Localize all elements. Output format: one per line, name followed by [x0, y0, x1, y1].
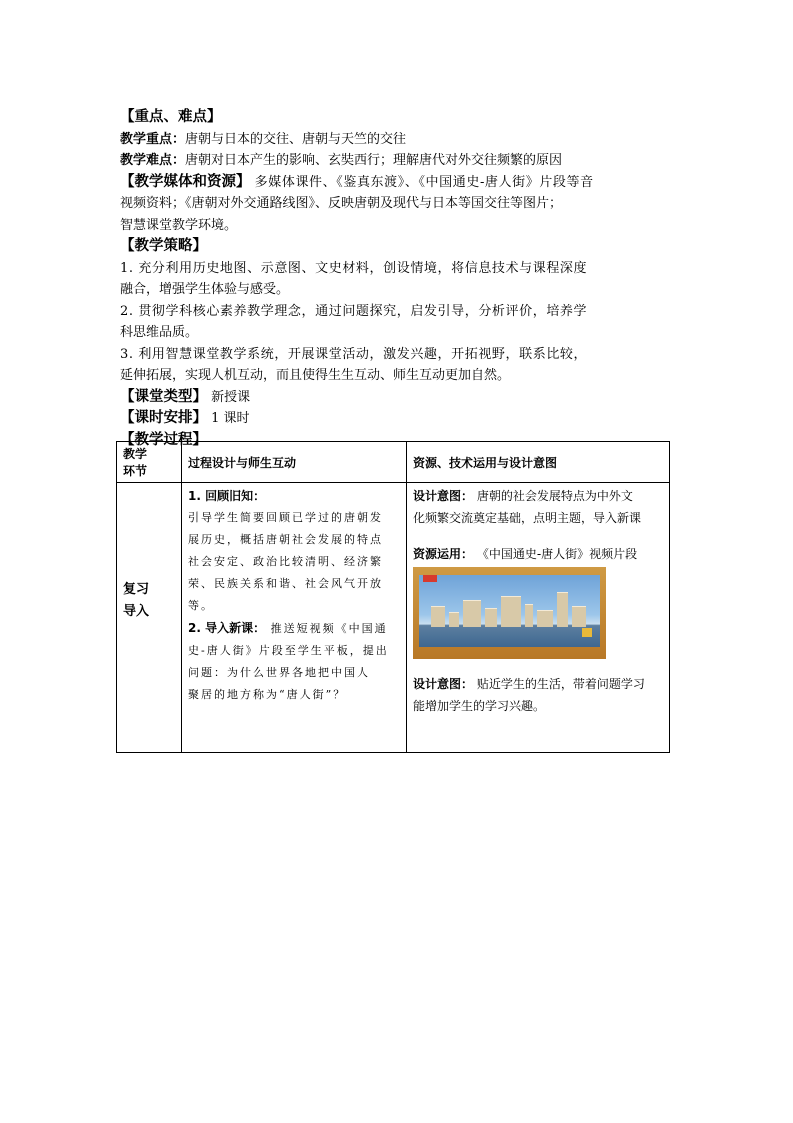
teaching-difficulty-text: 唐朝对日本产生的影响、玄奘西行；理解唐代对外交往频繁的原因: [185, 153, 563, 168]
design-intent-2-label: 设计意图：: [413, 677, 474, 691]
media-line-2: 视频资料；《唐朝对外交通路线图》、反映唐朝及现代与日本等国交往等图片；: [120, 196, 563, 211]
stage-line-2: 导入: [123, 604, 150, 619]
teaching-difficulty-label: 教学难点：: [120, 153, 186, 168]
media-text-1: 多媒体课件、《鉴真东渡》、《中国通史-唐人街》片段等音: [254, 174, 594, 190]
review-line: 展历史，概括唐朝社会发展的特点: [188, 533, 383, 546]
intro-text-block: [120, 107, 685, 451]
teaching-difficulty-line: [120, 150, 685, 172]
strategy-item-2-line-1: 2. 贯彻学科核心素养教学理念，通过问题探究，启发引导，分析评价，培养学: [120, 303, 588, 319]
resource-label: 资源运用：: [413, 547, 474, 561]
design-intent-2-line-1: [413, 673, 663, 695]
stage-cell: [117, 483, 182, 753]
resource-cell: [407, 483, 670, 753]
design-intent-1-line-1: [413, 485, 663, 507]
resource-text: 《中国通史-唐人街》视频片段: [476, 547, 638, 561]
header-resource-cell: 资源、技术运用与设计意图: [407, 442, 670, 483]
media-line-1: [120, 172, 685, 194]
review-line: 等。: [188, 599, 214, 612]
media-line-3: 智慧课堂教学环境。: [120, 217, 238, 233]
teaching-focus-label: 教学重点：: [120, 131, 186, 147]
review-line: 社会安定、政治比较清明、经济繁: [188, 555, 383, 568]
header-process-cell: 过程设计与师生互动: [182, 442, 407, 483]
city-skyline-image: [419, 575, 600, 647]
review-line: 引导学生简要回顾已学过的唐朝发: [188, 511, 383, 524]
intro-title: 2. 导入新课：: [188, 621, 266, 635]
strategy-heading: 【教学策略】: [120, 238, 207, 254]
strategy-item-1-line-2: 融合，增强学生体验与感受。: [120, 282, 290, 297]
header-stage-cell: [117, 442, 182, 483]
teaching-focus-text: 唐朝与日本的交往、唐朝与天竺的交往: [185, 131, 407, 147]
review-title: 1. 回顾旧知：: [188, 489, 266, 503]
intro-line: 问题：为什么世界各地把中国人: [188, 666, 370, 679]
design-intent-1-line-2: 化频繁交流奠定基础，点明主题，导入新课: [413, 511, 642, 525]
strategy-item-3-line-1: 3. 利用智慧课堂教学系统，开展课堂活动，激发兴趣，开拓视野，联系比较，: [120, 346, 588, 362]
intro-first-line: [188, 617, 400, 640]
channel-badge-icon: [423, 575, 437, 582]
media-heading: 【教学媒体和资源】: [120, 173, 251, 190]
header-stage-line-2: 环节: [123, 464, 148, 478]
design-intent-1-label: 设计意图：: [413, 489, 474, 503]
schedule-line: [120, 408, 685, 430]
key-points-heading: 【重点、难点】: [120, 109, 222, 125]
intro-line: 推送短视频《中国通: [270, 622, 388, 635]
strategy-item-3-line-2: 延伸拓展，实现人机互动，而且使得生生互动、师生互动更加自然。: [120, 368, 511, 383]
design-intent-2-line-2: 能增加学生的学习兴趣。: [413, 699, 546, 713]
intro-line: 聚居的地方称为“唐人街”？: [188, 688, 347, 701]
strategy-item-1-line-1: 1. 充分利用历史地图、示意图、文史材料，创设情境，将信息技术与课程深度: [120, 260, 588, 276]
strategy-item-2-line-2: 科思维品质。: [120, 325, 199, 340]
process-heading: 【教学过程】: [120, 431, 207, 448]
table-row: [117, 483, 670, 753]
class-type-heading: 【课堂类型】: [120, 388, 207, 405]
class-type-value: 新授课: [211, 389, 251, 405]
teaching-process-table: [116, 441, 670, 753]
schedule-heading: 【课时安排】: [120, 410, 207, 426]
schedule-value: 1 课时: [211, 411, 250, 426]
resource-block: [413, 483, 663, 717]
design-intent-1-text: 唐朝的社会发展特点为中外文: [476, 489, 633, 503]
stage-label: [123, 579, 175, 623]
design-intent-2-text: 贴近学生的生活，带着问题学习: [476, 677, 645, 691]
stage-line-1: 复习: [123, 582, 150, 597]
resource-line: [413, 543, 663, 565]
process-cell: [182, 483, 407, 753]
class-type-line: [120, 387, 685, 409]
review-line: 荣、民族关系和谐、社会风气开放: [188, 577, 383, 590]
intro-line: 史-唐人街》片段至学生平板，提出: [188, 644, 389, 657]
teaching-focus-line: [120, 129, 685, 151]
review-block: [188, 483, 400, 706]
header-stage-line-1: 教学: [123, 447, 148, 461]
video-thumbnail: [413, 567, 606, 659]
table-header-row: [117, 442, 670, 483]
channel-logo-icon: [582, 628, 592, 637]
